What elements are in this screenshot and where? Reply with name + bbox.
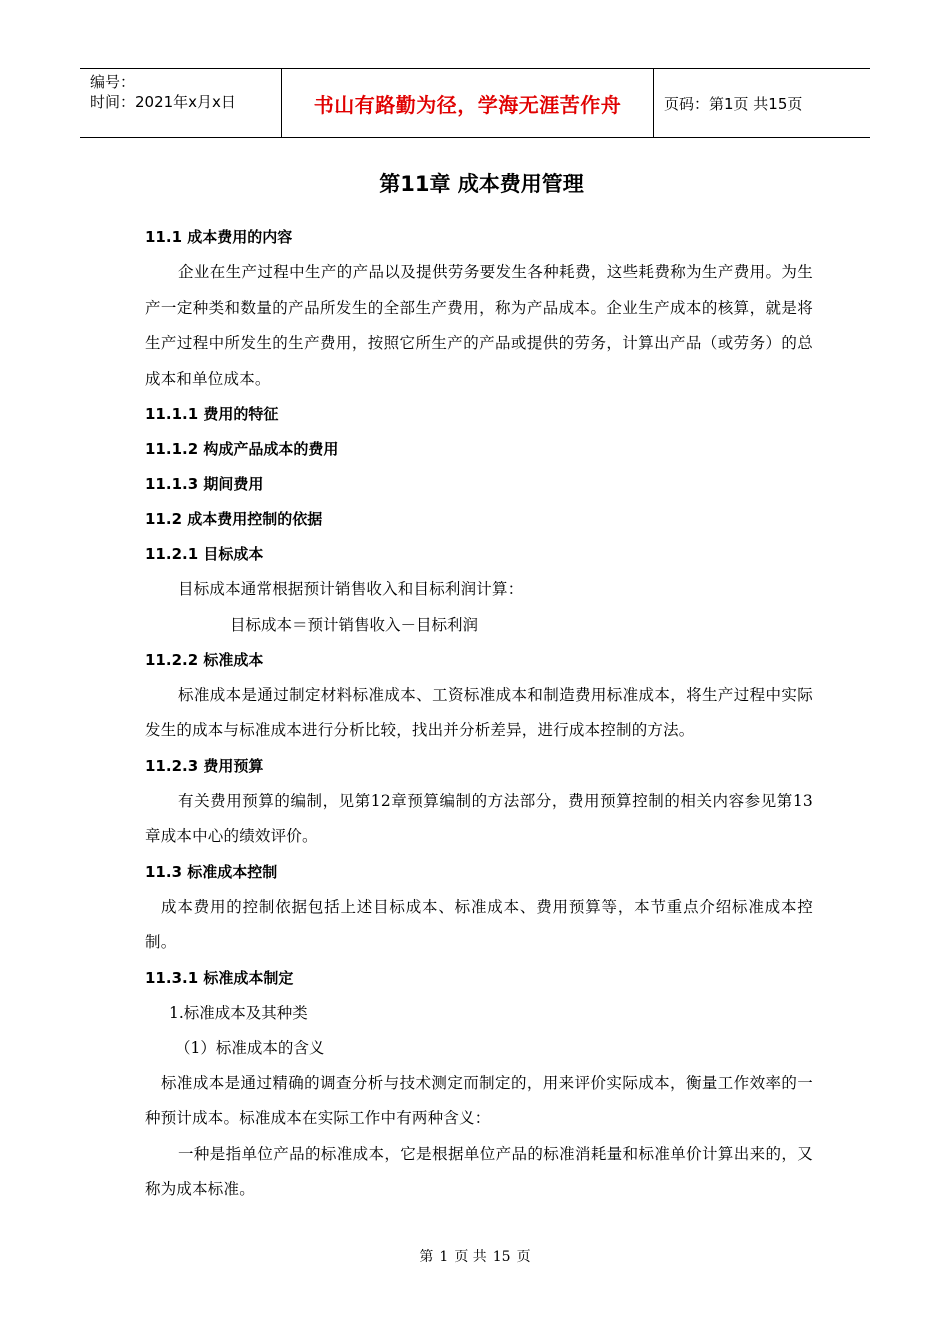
number-label: 编号： — [90, 73, 136, 91]
section-heading: 11.2.3 费用预算 — [145, 756, 264, 775]
paragraph: 成本费用的控制依据包括上述目标成本、标准成本、费用预算等，本节重点介绍标准成本控制。 — [145, 897, 813, 951]
header-page-code — [654, 69, 870, 137]
section-heading: 11.3.1 标准成本制定 — [145, 968, 294, 987]
footer-suffix: 页 — [516, 1249, 531, 1265]
chapter-title: 第11章 成本费用管理 — [379, 172, 584, 196]
document-body — [145, 168, 813, 1208]
section-heading: 11.1.1 费用的特征 — [145, 405, 279, 423]
formula: 目标成本＝预计销售收入－目标利润 — [230, 615, 479, 634]
header-meta — [80, 69, 282, 137]
footer-page-total: 15 — [492, 1249, 511, 1265]
paragraph: 目标成本通常根据预计销售收入和目标利润计算： — [178, 580, 524, 598]
section-heading: 11.1.2 构成产品成本的费用 — [145, 440, 339, 458]
paragraph: 标准成本是通过制定材料标准成本、工资标准成本和制造费用标准成本，将生产过程中实际发生的成本与标准成本进行分析比较，找出并分析差异，进行成本控制的方法。 — [145, 685, 813, 739]
page-footer — [0, 1246, 950, 1266]
paragraph: 标准成本是通过精确的调查分析与技术测定而制定的，用来评价实际成本，衡量工作效率的一种预计成本。标准成本在实际工作中有两种含义： — [145, 1073, 813, 1127]
paragraph: 一种是指单位产品的标准成本，它是根据单位产品的标准消耗量和标准单价计算出来的，又称为成本标准。 — [145, 1144, 813, 1198]
time-label: 时间：2021年x月x日 — [90, 93, 236, 111]
section-heading: 11.1 成本费用的内容 — [145, 228, 293, 246]
sub-list-item: （1）标准成本的含义 — [175, 1038, 325, 1057]
section-heading: 11.3 标准成本控制 — [145, 862, 278, 881]
paragraph: 企业在生产过程中生产的产品以及提供劳务要发生各种耗费，这些耗费称为生产费用。为生产一定种类和数量的产品所发生的全部生产费用，称为产品成本。企业生产成本的核算，就是将生产过程中所发生的生产费用，按照它所生产的产品或提供的劳务，计算出产品（或劳务）的总成本和单位成本。 — [145, 263, 813, 388]
list-item: 1.标准成本及其种类 — [169, 1003, 308, 1022]
section-heading: 11.2.1 目标成本 — [145, 545, 264, 563]
section-heading: 11.2 成本费用控制的依据 — [145, 510, 323, 528]
footer-mid: 页 共 — [454, 1249, 487, 1265]
section-heading: 11.2.2 标准成本 — [145, 650, 264, 669]
sections-container — [145, 220, 813, 1208]
header-motto: 书山有路勤为径，学海无涯苦作舟 — [313, 92, 622, 117]
footer-prefix: 第 — [419, 1249, 434, 1265]
header-motto-cell — [282, 69, 654, 137]
paragraph: 有关费用预算的编制，见第12章预算编制的方法部分，费用预算控制的相关内容参见第13章成本中心的绩效评价。 — [145, 791, 813, 845]
document-header — [80, 68, 870, 138]
section-heading: 11.1.3 期间费用 — [145, 475, 264, 493]
page-code: 页码：第1页 共15页 — [664, 94, 803, 113]
footer-page-num: 1 — [439, 1249, 449, 1265]
